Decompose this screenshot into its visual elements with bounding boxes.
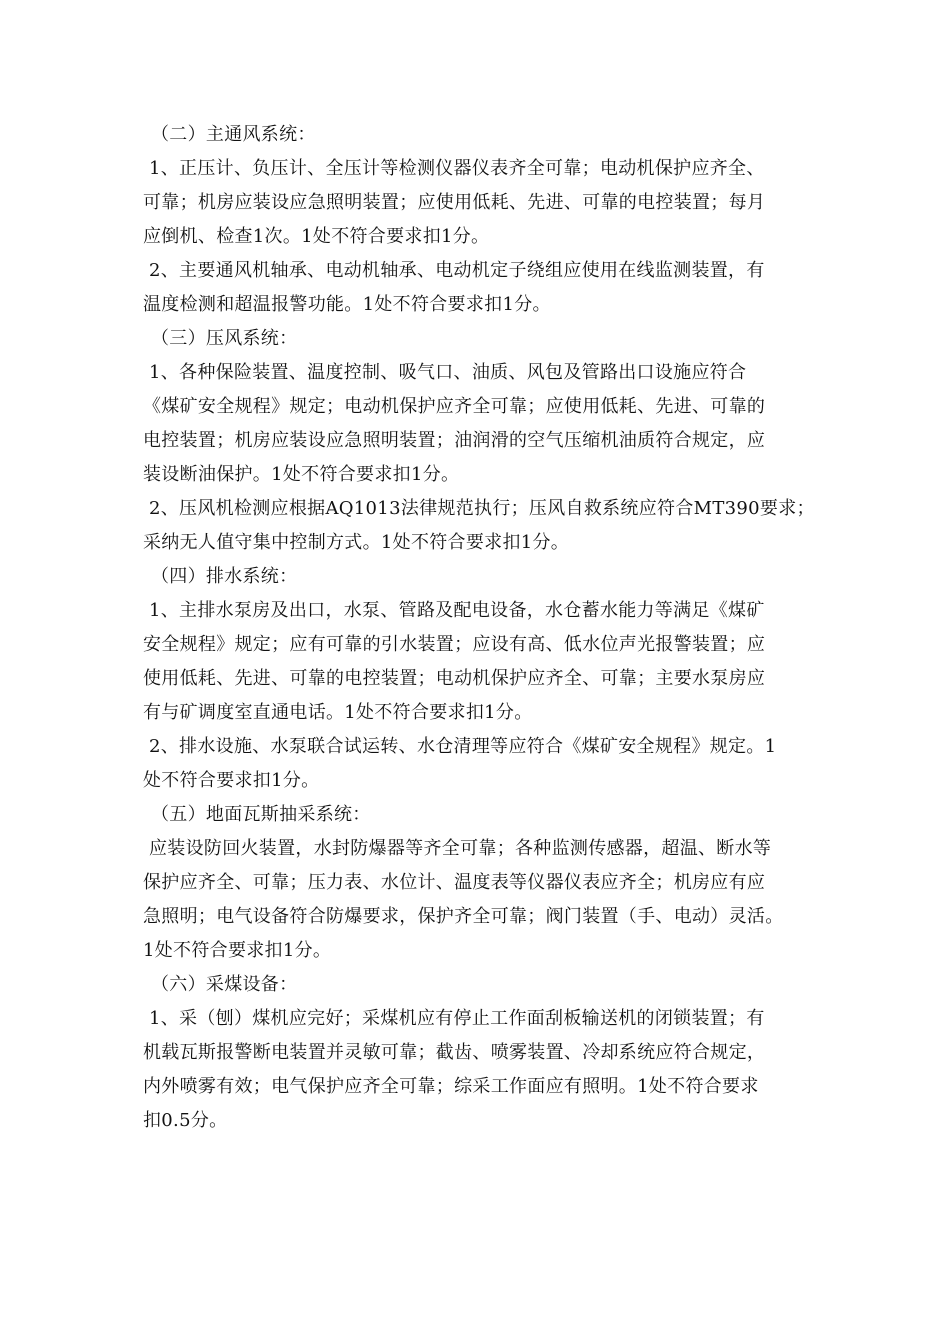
document-body (143, 118, 815, 1138)
paragraph-line: 1、各种保险装置、温度控制、吸气口、油质、风包及管路出口设施应符合 (149, 362, 747, 383)
section-heading-drainage: （四）排水系统： (151, 566, 298, 587)
paragraph-line: 2、压风机检测应根据AQ1013法律规范执行；压风自救系统应符合MT390要求； (149, 498, 815, 519)
paragraph-line: 机载瓦斯报警断电装置并灵敏可靠；截齿、喷雾装置、冷却系统应符合规定， (143, 1042, 766, 1063)
paragraph-line: 处不符合要求扣1分。 (143, 770, 320, 791)
paragraph-line: 1、正压计、负压计、全压计等检测仪器仪表齐全可靠；电动机保护应齐全、 (149, 158, 765, 179)
paragraph-line: 电控装置；机房应装设应急照明装置；油润滑的空气压缩机油质符合规定，应 (143, 430, 766, 451)
paragraph-line: 使用低耗、先进、可靠的电控装置；电动机保护应齐全、可靠；主要水泵房应 (143, 668, 766, 689)
section-heading-compressed-air: （三）压风系统： (151, 328, 298, 349)
paragraph-line: 1处不符合要求扣1分。 (143, 940, 332, 961)
section-heading-gas-drainage: （五）地面瓦斯抽采系统： (151, 804, 371, 825)
paragraph-line: 1、主排水泵房及出口，水泵、管路及配电设备，水仓蓄水能力等满足《煤矿 (149, 600, 765, 621)
paragraph-line: 2、排水设施、水泵联合试运转、水仓清理等应符合《煤矿安全规程》规定。1 (149, 736, 777, 757)
section-heading-main-ventilation: （二）主通风系统： (151, 124, 316, 145)
paragraph-line: 可靠；机房应装设应急照明装置；应使用低耗、先进、可靠的电控装置；每月 (143, 192, 766, 213)
paragraph-line: 扣0.5分。 (143, 1110, 228, 1131)
paragraph-line: 1、采（刨）煤机应完好；采煤机应有停止工作面刮板输送机的闭锁装置；有 (149, 1008, 765, 1029)
paragraph-line: 急照明；电气设备符合防爆要求，保护齐全可靠；阀门装置（手、电动）灵活。 (143, 906, 784, 927)
paragraph-line: 安全规程》规定；应有可靠的引水装置；应设有高、低水位声光报警装置；应 (143, 634, 766, 655)
paragraph-line: 温度检测和超温报警功能。1处不符合要求扣1分。 (143, 294, 551, 315)
paragraph-line: 保护应齐全、可靠；压力表、水位计、温度表等仪器仪表应齐全；机房应有应 (143, 872, 766, 893)
paragraph-line: 装设断油保护。1处不符合要求扣1分。 (143, 464, 460, 485)
paragraph-line: 2、主要通风机轴承、电动机轴承、电动机定子绕组应使用在线监测装置，有 (149, 260, 765, 281)
paragraph-line: 应装设防回火装置，水封防爆器等齐全可靠；各种监测传感器，超温、断水等 (149, 838, 772, 859)
paragraph-line: 有与矿调度室直通电话。1处不符合要求扣1分。 (143, 702, 533, 723)
paragraph-line: 内外喷雾有效；电气保护应齐全可靠；综采工作面应有照明。1处不符合要求 (143, 1076, 759, 1097)
paragraph-line: 《煤矿安全规程》规定；电动机保护应齐全可靠；应使用低耗、先进、可靠的 (143, 396, 766, 417)
paragraph-line: 采纳无人值守集中控制方式。1处不符合要求扣1分。 (143, 532, 570, 553)
section-heading-coal-mining: （六）采煤设备： (151, 974, 298, 995)
paragraph-line: 应倒机、检查1次。1处不符合要求扣1分。 (143, 226, 490, 247)
